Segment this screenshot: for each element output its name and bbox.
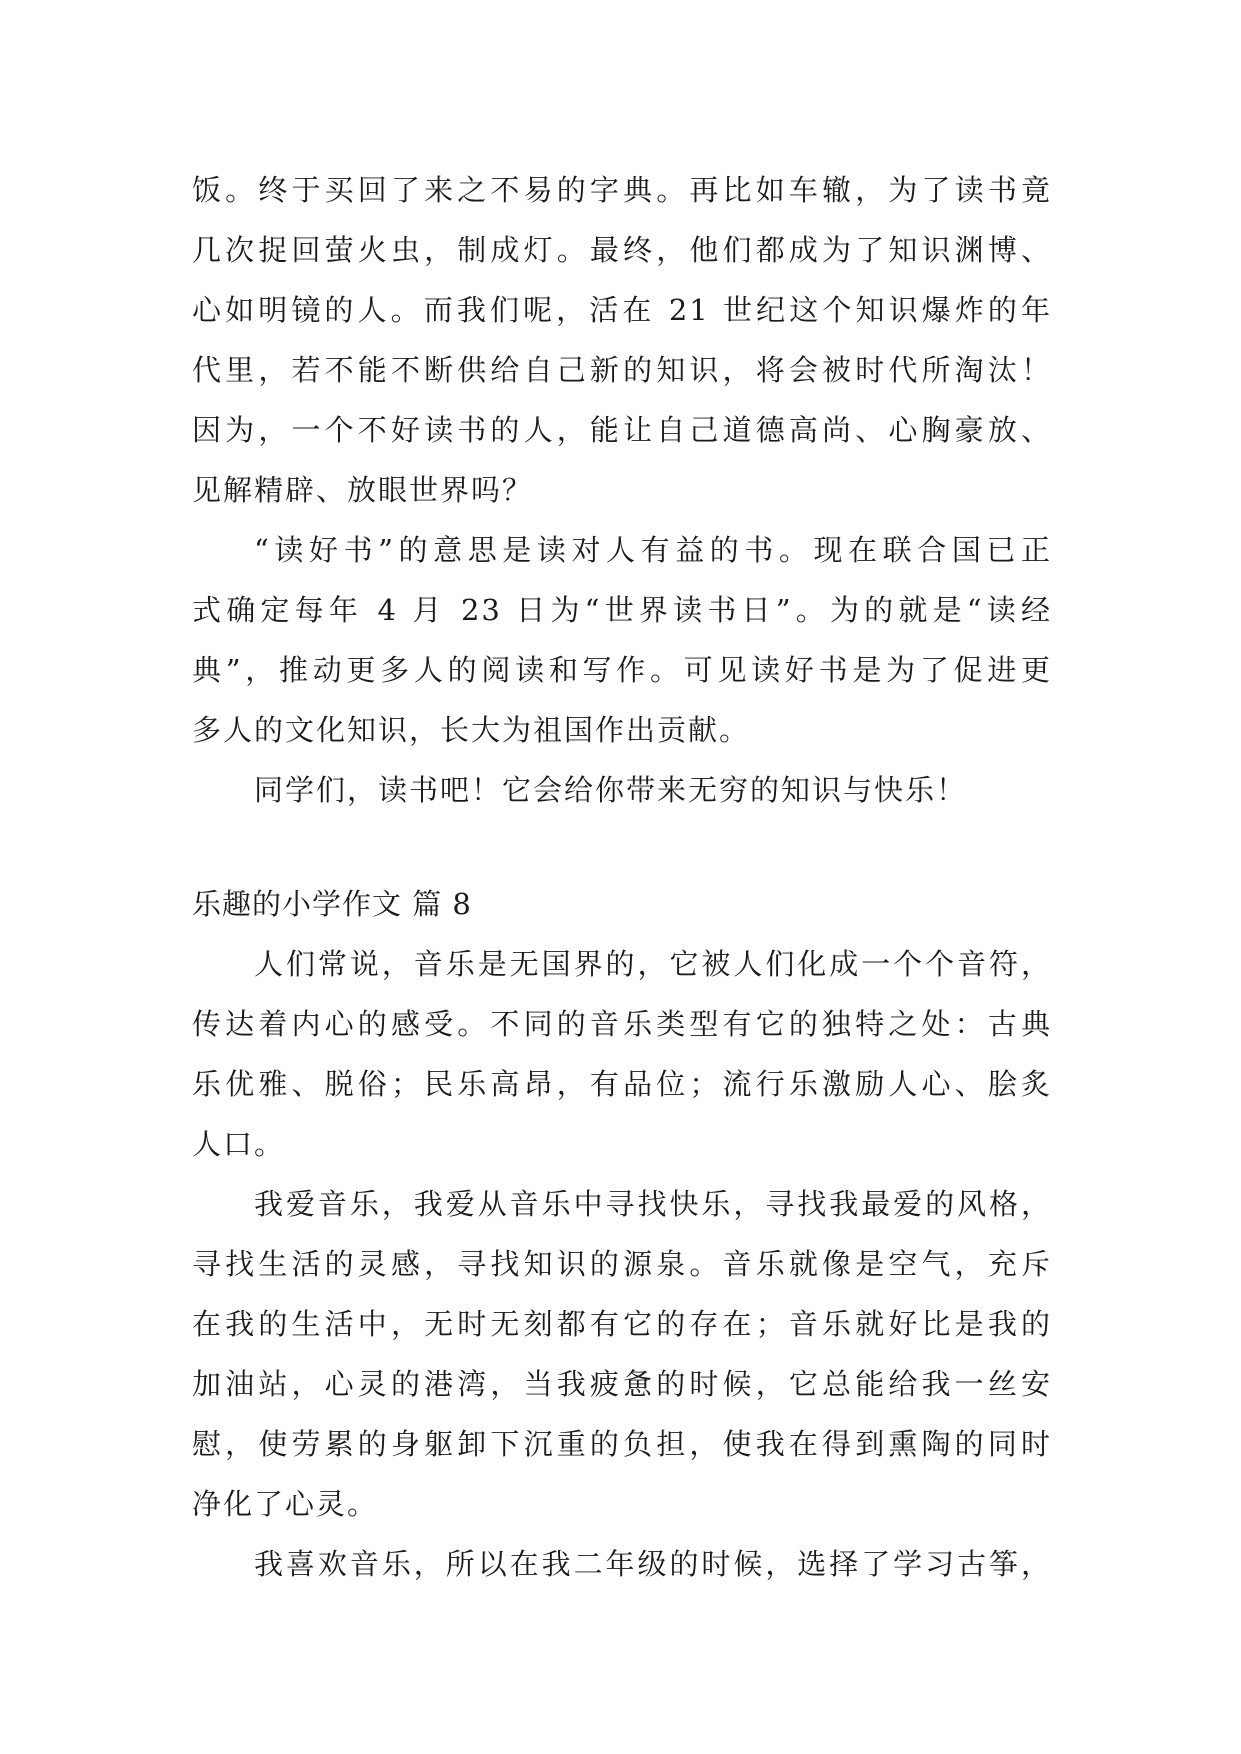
text-line: 传达着内心的感受。不同的音乐类型有它的独特之处：古典: [192, 1007, 1052, 1041]
text-line: 典”，推动更多人的阅读和写作。可见读好书是为了促进更: [192, 653, 1052, 687]
text-line: 在我的生活中，无时无刻都有它的存在；音乐就好比是我的: [192, 1307, 1052, 1341]
text-line: 同学们，读书吧！它会给你带来无穷的知识与快乐！: [254, 773, 968, 807]
document-body: [192, 160, 1052, 1594]
text-line: 多人的文化知识，长大为祖国作出贡献。: [192, 713, 751, 747]
section-heading: 乐趣的小学作文 篇 8: [192, 887, 472, 921]
text-line: “读好书”的意思是读对人有益的书。现在联合国已正: [254, 533, 1052, 567]
paragraph: [192, 760, 1052, 820]
text-line: 人口。: [192, 1127, 286, 1161]
paragraph: [192, 934, 1052, 1174]
text-line: 几次捉回萤火虫，制成灯。最终，他们都成为了知识渊博、: [192, 233, 1052, 267]
text-line: 慰，使劳累的身躯卸下沉重的负担，使我在得到熏陶的同时: [192, 1427, 1052, 1461]
paragraph: [192, 160, 1052, 520]
paragraph: [192, 520, 1052, 760]
text-line: 寻找生活的灵感，寻找知识的源泉。音乐就像是空气，充斥: [192, 1247, 1052, 1281]
text-line: 我爱音乐，我爱从音乐中寻找快乐，寻找我最爱的风格，: [254, 1187, 1052, 1221]
paragraph: [192, 1174, 1052, 1534]
text-line: 我喜欢音乐，所以在我二年级的时候，选择了学习古筝，: [254, 1547, 1052, 1581]
text-line: 心如明镜的人。而我们呢，活在 21 世纪这个知识爆炸的年: [192, 293, 1052, 327]
paragraph: [192, 1534, 1052, 1594]
section-spacer: [192, 820, 1052, 874]
text-line: 因为，一个不好读书的人，能让自己道德高尚、心胸豪放、: [192, 413, 1052, 447]
text-line: 见解精辟、放眼世界吗？: [192, 473, 534, 507]
text-line: 乐优雅、脱俗；民乐高昂，有品位；流行乐激励人心、脍炙: [192, 1067, 1052, 1101]
text-line: 式确定每年 4 月 23 日为“世界读书日”。为的就是“读经: [192, 593, 1052, 627]
text-line: 人们常说，音乐是无国界的，它被人们化成一个个音符，: [254, 947, 1052, 981]
text-line: 加油站，心灵的港湾，当我疲惫的时候，它总能给我一丝安: [192, 1367, 1052, 1401]
text-line: 净化了心灵。: [192, 1487, 379, 1521]
text-line: 饭。终于买回了来之不易的字典。再比如车辙，为了读书竟: [192, 173, 1052, 207]
text-line: 代里，若不能不断供给自己新的知识，将会被时代所淘汰！: [192, 353, 1052, 387]
